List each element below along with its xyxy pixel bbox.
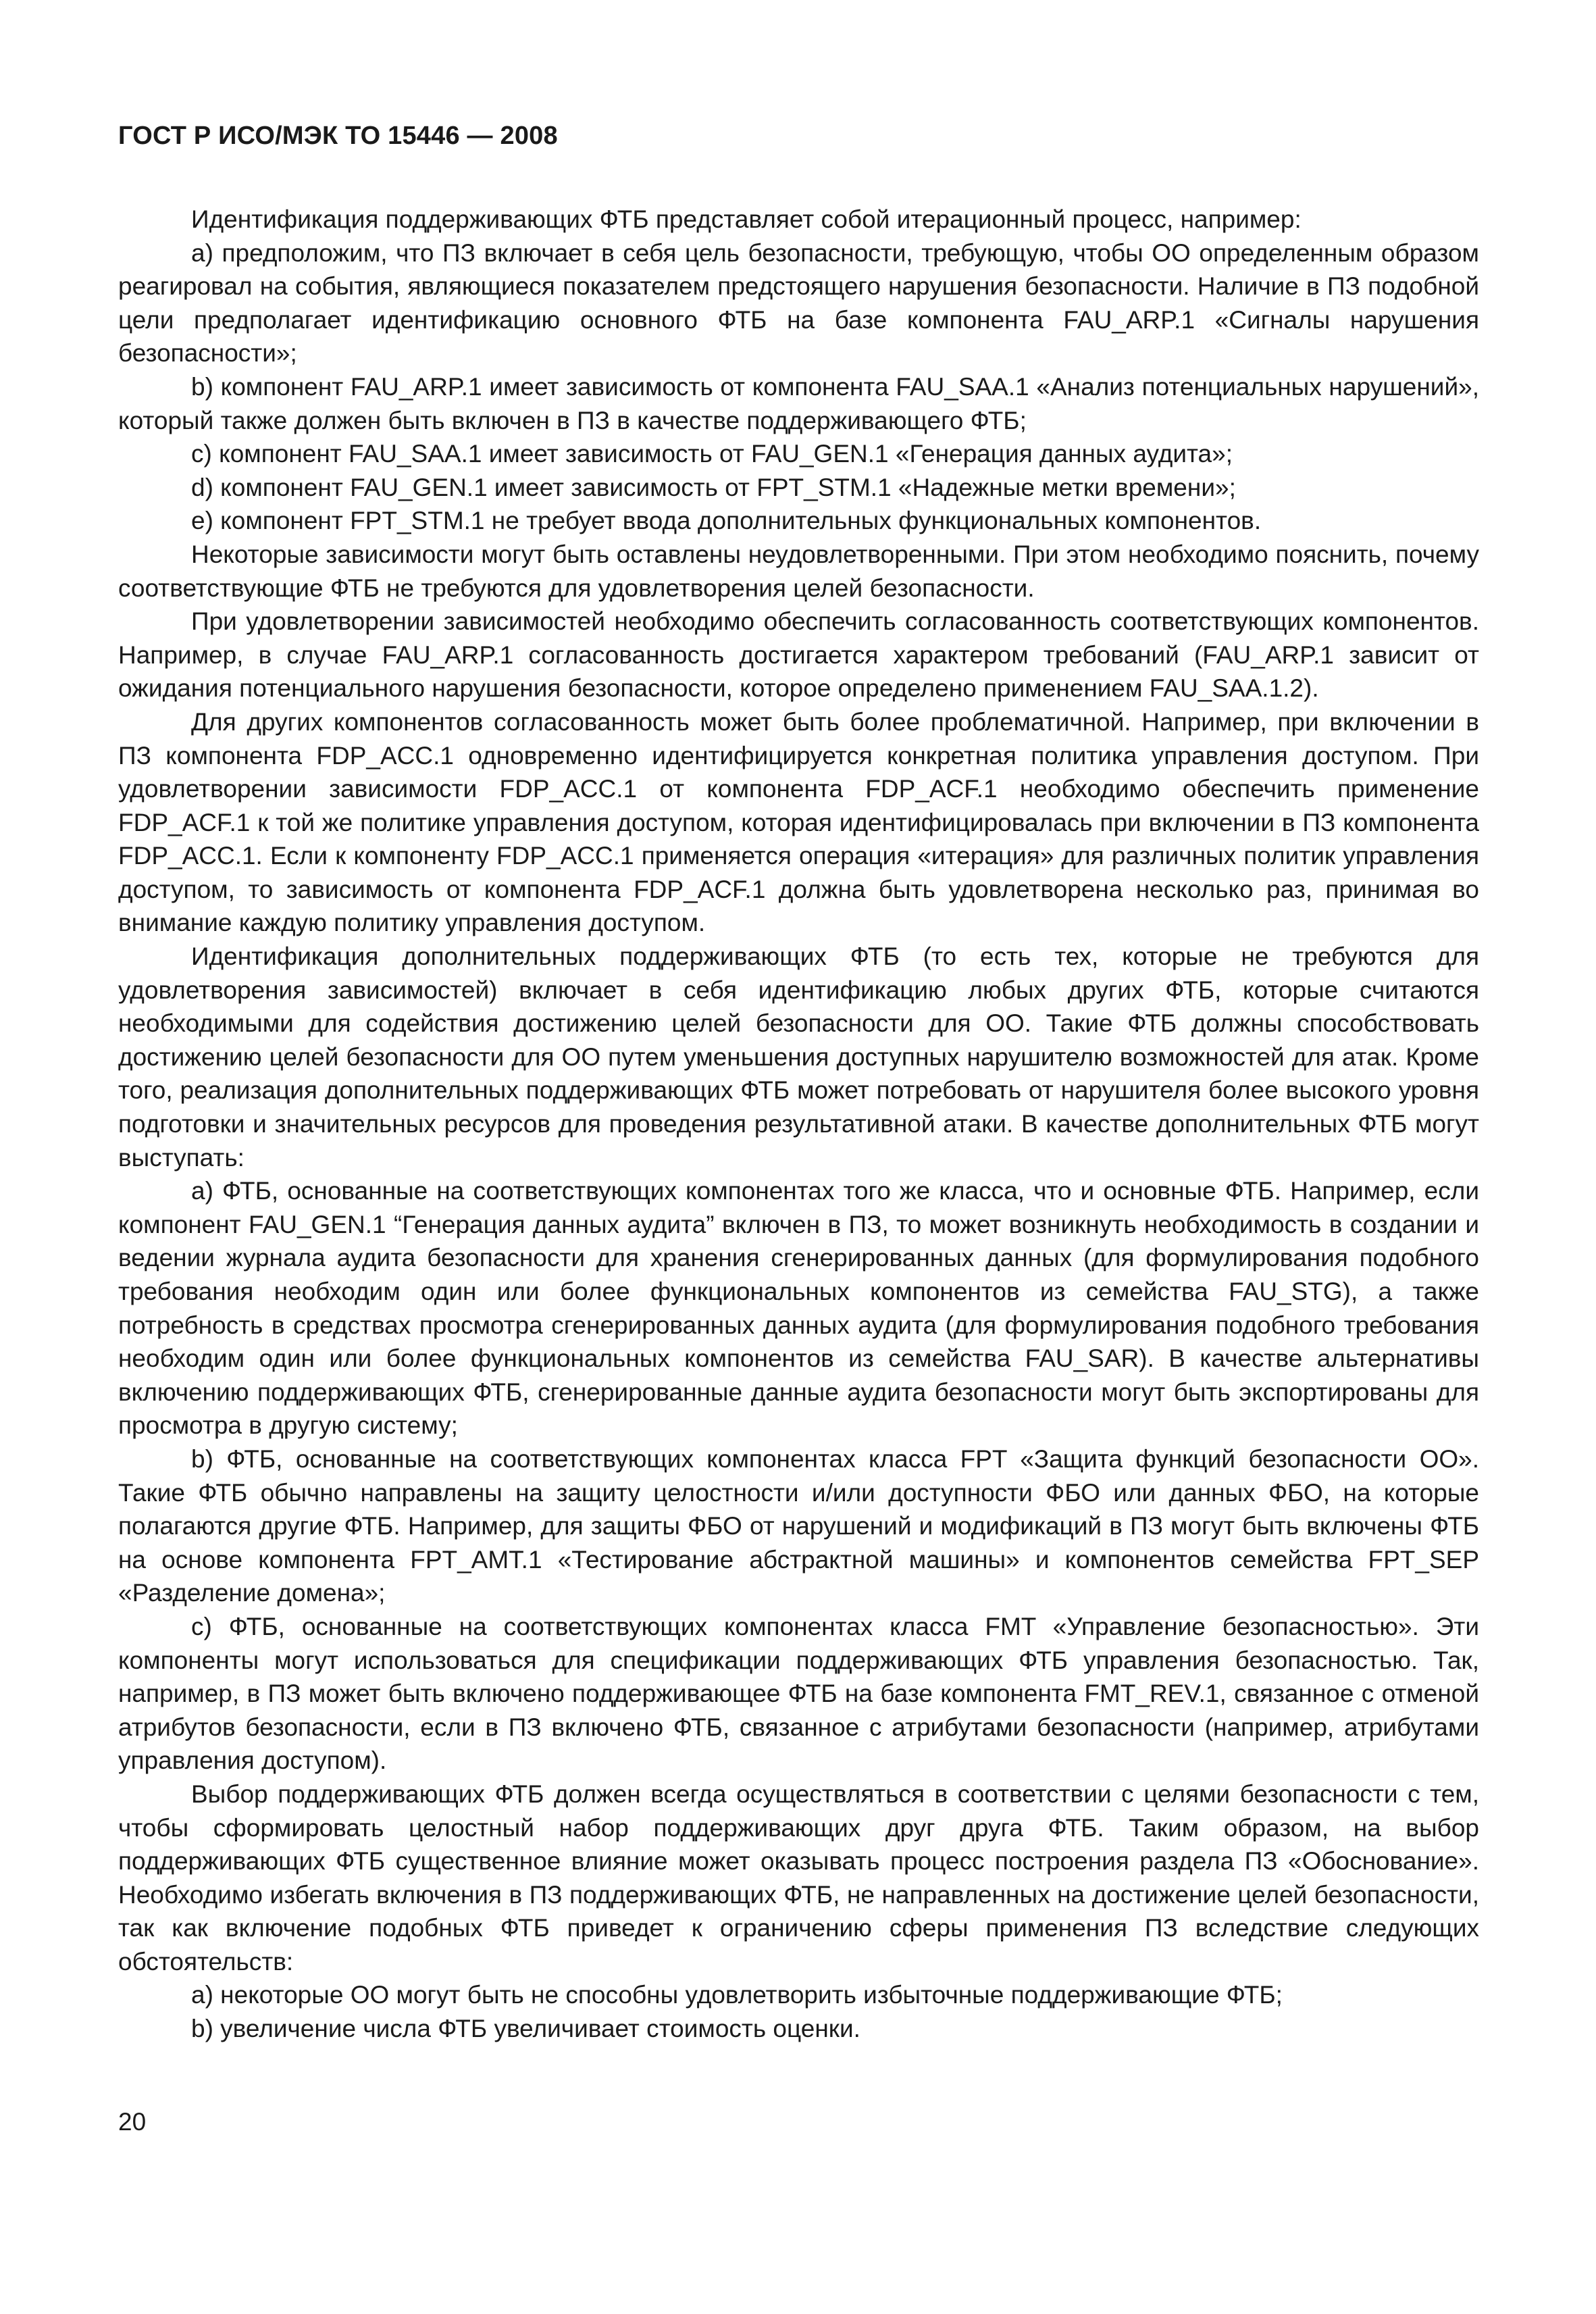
paragraph: e) компонент FPT_STM.1 не требует ввода дополнительных функциональных компонентов. [191, 507, 1262, 535]
page-number: 20 [118, 2108, 147, 2136]
paragraph: Для других компонентов согласованность может быть более проблематичной. Например, при включении в ПЗ компонента FDP_ACC.1 одновременно идентифицируется конкретная политика управления доступом. При удовлетворении зависимости FDP_ACC.1 от компонента FDP_ACF.1 необходимо обеспечить применение FDP_ACF.1 к той же политике управления доступом, которая идентифицировалась при включении в ПЗ компонента FDP_ACC.1. Если к компоненту FDP_ACC.1 применяется операция «итерация» для различных политик управления доступом, то зависимость от компонента FDP_ACF.1 должна быть удовлетворена несколько раз, принимая во внимание каждую политику управления доступом. [118, 707, 1479, 937]
body-text [118, 203, 1479, 2046]
paragraph: c) компонент FAU_SAA.1 имеет зависимость от FAU_GEN.1 «Генерация данных аудита»; [191, 440, 1233, 468]
paragraph: a) ФТБ, основанные на соответствующих компонентах того же класса, что и основные ФТБ. Например, если компонент FAU_GEN.1 “Генерация данных аудита” включен в ПЗ, то может возникнуть необходимость в создании и ведении журнала аудита безопасности для хранения сгенерированных данных (для формулирования подобного требования необходим один или более функциональных компонентов из семейства FAU_STG), а также потребность в средствах просмотра сгенерированных данных аудита (для формулирования подобного требования необходим один или более функциональных компонентов из семейства FAU_SAR). В качестве альтернативы включению поддерживающих ФТБ, сгенерированные данные аудита безопасности могут быть экспортированы для просмотра в другую систему; [118, 1177, 1479, 1440]
paragraph: a) некоторые ОО могут быть не способны удовлетворить избыточные поддерживающие ФТБ; [191, 1981, 1283, 2009]
paragraph: a) предположим, что ПЗ включает в себя цель безопасности, требующую, чтобы ОО определенным образом реагировал на события, являющиеся показателем предстоящего нарушения безопасности. Наличие в ПЗ подобной цели предполагает идентификацию основного ФТБ на базе компонента FAU_ARP.1 «Сигналы нарушения безопасности»; [118, 238, 1479, 368]
paragraph: При удовлетворении зависимостей необходимо обеспечить согласованность соответствующих компонентов. Например, в случае FAU_ARP.1 согласованность достигается характером требований (FAU_ARP.1 зависит от ожидания потенциального нарушения безопасности, которое определено применением FAU_SAA.1.2). [118, 607, 1479, 703]
paragraph: d) компонент FAU_GEN.1 имеет зависимость от FPT_STM.1 «Надежные метки времени»; [191, 473, 1236, 501]
page-header: ГОСТ Р ИСО/МЭК ТО 15446 — 2008 [118, 122, 558, 150]
paragraph: b) ФТБ, основанные на соответствующих компонентах класса FPT «Защита функций безопасности ОО». Такие ФТБ обычно направлены на защиту целостности и/или доступности ФБО или данных ФБО, на которые полагаются другие ФТБ. Например, для защиты ФБО от нарушений и модификаций в ПЗ могут быть включены ФТБ на основе компонента FPT_AMT.1 «Тестирование абстрактной машины» и компонентов семейства FPT_SEP «Разделение домена»; [118, 1444, 1479, 1607]
paragraph: Идентификация дополнительных поддерживающих ФТБ (то есть тех, которые не требуются для удовлетворения зависимостей) включает в себя идентификацию любых других ФТБ, которые считаются необходимыми для содействия достижению целей безопасности для ОО. Такие ФТБ должны способствовать достижению целей безопасности для ОО путем уменьшения доступных нарушителю возможностей для атак. Кроме того, реализация дополнительных поддерживающих ФТБ может потребовать от нарушителя более высокого уровня подготовки и значительных ресурсов для проведения результативной атаки. В качестве дополнительных ФТБ могут выступать: [118, 942, 1479, 1172]
paragraph: Некоторые зависимости могут быть оставлены неудовлетворенными. При этом необходимо пояснить, почему соответствующие ФТБ не требуются для удовлетворения целей безопасности. [118, 540, 1479, 602]
paragraph: b) увеличение числа ФТБ увеличивает стоимость оценки. [191, 2015, 860, 2043]
paragraph: c) ФТБ, основанные на соответствующих компонентах класса FMT «Управление безопасностью». Эти компоненты могут использоваться для спецификации поддерживающих ФТБ управления безопасностью. Так, например, в ПЗ может быть включено поддерживающее ФТБ на базе компонента FMT_REV.1, связанное с отменой атрибутов безопасности, если в ПЗ включено ФТБ, связанное с атрибутами безопасности (например, атрибутами управления доступом). [118, 1612, 1479, 1775]
paragraph: b) компонент FAU_ARP.1 имеет зависимость от компонента FAU_SAA.1 «Анализ потенциальных нарушений», который также должен быть включен в ПЗ в качестве поддерживающего ФТБ; [118, 372, 1479, 434]
paragraph: Идентификация поддерживающих ФТБ представляет собой итерационный процесс, например: [191, 205, 1302, 233]
paragraph: Выбор поддерживающих ФТБ должен всегда осуществляться в соответствии с целями безопасности с тем, чтобы сформировать целостный набор поддерживающих друг друга ФТБ. Таким образом, на выбор поддерживающих ФТБ существенное влияние может оказывать процесс построения раздела ПЗ «Обоснование». Необходимо избегать включения в ПЗ поддерживающих ФТБ, не направленных на достижение целей безопасности, так как включение подобных ФТБ приведет к ограничению сферы применения ПЗ вследствие следующих обстоятельств: [118, 1780, 1479, 1976]
